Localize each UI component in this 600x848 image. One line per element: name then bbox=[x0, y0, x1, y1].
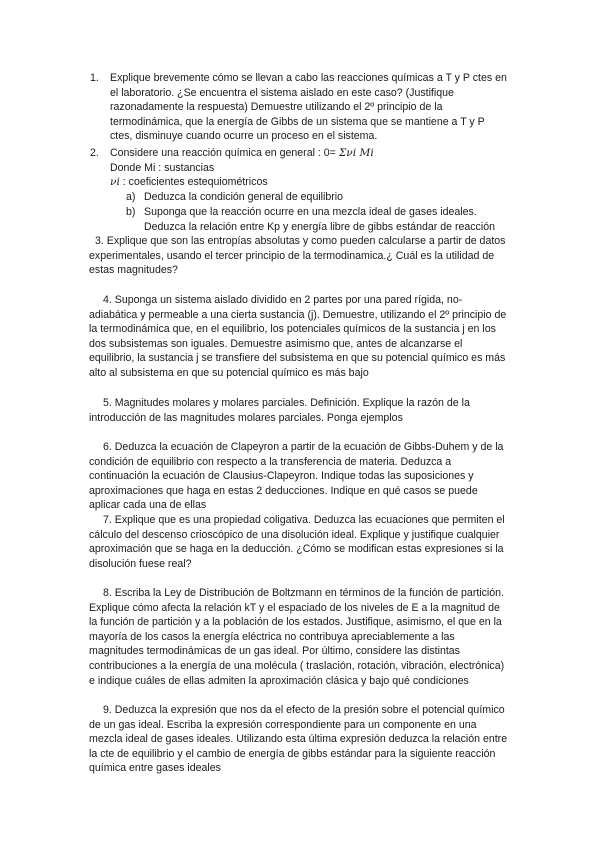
question-2-intro-line bbox=[110, 146, 508, 161]
question-6: 6. Deduzca la ecuación de Clapeyron a partir de la ecuación de Gibbs-Duhem y de la condición de equilibrio con respecto a la transferencia de materia. Deduzca a continuación la ecuación de Clausius-Clapeyron. Indique todas las suposiciones y aproximaciones que haga en estas 2 deducciones. Indique en qué casos se puede aplicar cada una de ellas bbox=[89, 441, 504, 512]
question-4: 4. Suponga un sistema aislado dividido en 2 partes por una pared rígida, no-adiabática y permeable a una cierta sustancia (j). Demuestre, utilizando el 2º principio de la termodinámica que, en el equilibrio, los potenciales químicos de la sustancia j en los dos subsistemas son iguales. Demuestre asimismo que, antes de alcanzarse el equilibrio, la sustancia j se transfiere del subsistema en que su potencial químico es más alto al subsistema en que su potencial químico es más bajo bbox=[89, 294, 507, 379]
question-2-donde: Donde Mi : sustancias bbox=[110, 162, 215, 174]
sub-b-text: Suponga que la reacción ocurre en una mezcla ideal de gases ideales. bbox=[144, 206, 477, 218]
question-1-text: Explique brevemente cómo se llevan a cabo las reacciones químicas a T y P ctes en el laboratorio. ¿Se encuentra el sistema aislado en este caso? (Justifique razonadamente la respuesta) Demuestre utilizando el 2º principio de la termodinámica, que la energía de Gibbs de un sistema que se mantiene a T y P ctes, disminuye cuando ocurre un proceso en el sistema. bbox=[110, 72, 507, 143]
question-8: 8. Escriba la Ley de Distribución de Boltzmann en términos de la función de partición. Explique cómo afecta la relación kT y el espaciado de los niveles de E a la magnitud de la función de partición y a la población de los estados. Justifique, asimismo, el que en la mayoría de los casos la energía eléctrica no contribuya apreciablemente a las magnitudes termodinámicas de un gas ideal. Por último, considere las distintas contribuciones a la energía de una molécula ( traslación, rotación, vibración, electrónica) e indique cuáles de ellas admiten la aproximación clásica y bajo qué condiciones bbox=[89, 587, 505, 687]
question-9: 9. Deduzca la expresión que nos da el efecto de la presión sobre el potencial químico de un gas ideal. Escriba la expresión correspondiente para un componente en una mezcla ideal de gases ideales. Utilizando esta última expresión deduzca la relación entre la cte de equilibrio y el cambio de energía de gibbs estándar para la siguiente reacción química entre gases ideales bbox=[89, 704, 508, 775]
question-3: 3. Explique que son las entropías absolutas y como pueden calcularse a partir de datos experimentales, usando el tercer principio de la termodinamica.¿ Cuál es la utilidad de estas magnitudes? bbox=[89, 235, 506, 277]
question-2-number: 2. bbox=[90, 147, 99, 159]
question-2-nu-line bbox=[110, 175, 268, 190]
reaction-formula: Σνi Mi bbox=[338, 147, 374, 159]
sub-b-label: b) bbox=[126, 206, 136, 218]
sub-a-text: Deduzca la condición general de equilibrio bbox=[144, 191, 344, 203]
sub-b-continuation: Deduzca la relación entre Kp y energía libre de gibbs estándar de reacción bbox=[144, 221, 495, 233]
nu-symbol: νi bbox=[110, 176, 120, 188]
question-2-intro: Considere una reacción química en general : 0= bbox=[110, 147, 336, 159]
nu-label: : coeficientes estequiométricos bbox=[122, 176, 268, 188]
sub-a-label: a) bbox=[126, 191, 136, 203]
question-5: 5. Magnitudes molares y molares parciales. Definición. Explique la razón de la introducción de las magnitudes molares parciales. Ponga ejemplos bbox=[89, 397, 470, 424]
question-7: 7. Explique que es una propiedad coligativa. Deduzca las ecuaciones que permiten el cálculo del descenso crioscópico de una disolución ideal. Explique y justifique cualquier aproximación que se haga en la deducción. ¿Cómo se modifican estas expresiones si la disolución fuese real? bbox=[89, 514, 505, 570]
question-1-number: 1. bbox=[90, 72, 99, 84]
